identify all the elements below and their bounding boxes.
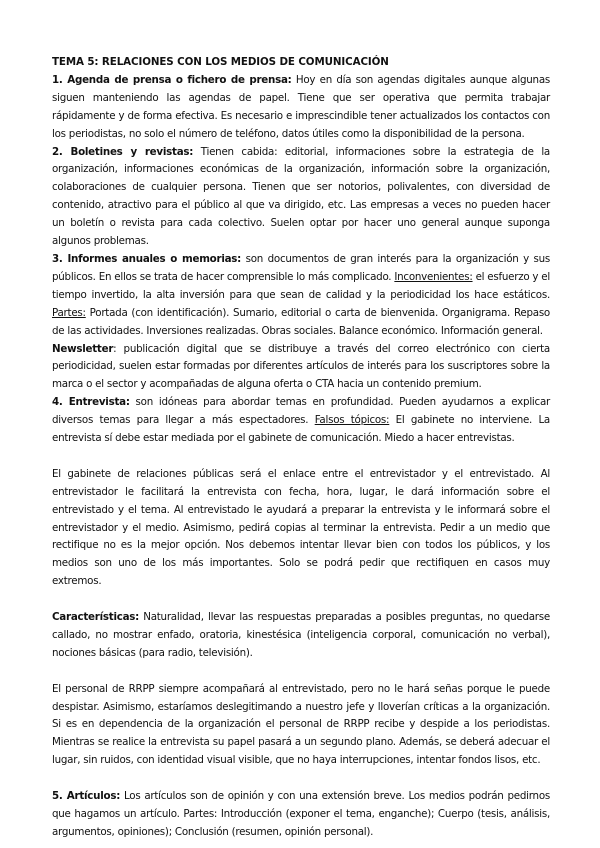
section-text: El gabinete no interviene. La entrevista sí debe estar mediada por el gabinete de comunicación. Miedo a hacer entrevistas. (52, 414, 550, 445)
section-heading: Newsletter (52, 342, 114, 355)
section-heading: 4. Entrevista: (52, 396, 130, 409)
section-heading: Características: (52, 611, 140, 624)
paragraph-gabinete: El gabinete de relaciones públicas será el enlace entre el entrevistador y el entrevistado. Al entrevistador le facilitará la entrevista con fecha, hora, lugar, le dará información sobre el entrevistado y el tema. Al entrevistado le ayudará a preparar la entrevista y le informará sobre el entrevistador y el medio. Asimismo, pedirá copias al terminar la entrevista. Pedir a un medio que rectifique no es la mejor opción. Nos debemos intentar llevar bien con todos los públicos, y los medios son uno de los más importantes. Solo se podrá pedir que rectifiquen en casos muy extremos. (52, 467, 550, 588)
section-newsletter (52, 341, 550, 395)
section-agenda-prensa (52, 72, 550, 144)
document-title: TEMA 5: RELACIONES CON LOS MEDIOS DE COMUNICACIÓN (52, 56, 389, 68)
section-heading: 2. Boletines y revistas: (52, 145, 194, 158)
falsos-topicos-label: Falsos tópicos: (314, 414, 390, 427)
section-heading: 1. Agenda de prensa o fichero de prensa: (52, 73, 292, 86)
paragraph-gap (52, 663, 550, 681)
section-heading: 3. Informes anuales o memorias: (52, 252, 242, 265)
paragraph-personal-rrpp: El personal de RRPP siempre acompañará al entrevistado, pero no le hará señas porque le puede despistar. Asimismo, estaríamos deslegitimando a nuestro jefe y lloverían críticas a la organización. Si es en dependencia de la organización el personal de RRPP recibe y despide a los periodistas. Mientras se realice la entrevista su papel pasará a un segundo plano. Además, se deberá adecuar el lugar, sin ruidos, con identidad visual visible, que no haya interrupciones, intentar fondos lisos, etc. (52, 682, 550, 767)
section-informes-anuales (52, 251, 550, 341)
section-boletines (52, 144, 550, 251)
section-caracteristicas (52, 609, 550, 663)
section-text: Portada (con identificación). Sumario, editorial o carta de bienvenida. Organigrama. Repaso de las actividades. Inversiones realizadas. Obras sociales. Balance económico. Información general. (52, 306, 550, 337)
document-page (52, 54, 550, 842)
paragraph-gap (52, 448, 550, 466)
paragraph-gap (52, 770, 550, 788)
section-text: son documentos de gran interés para la organización y sus públicos. En ellos se trata de hacer comprensible lo más complicado. (52, 252, 550, 283)
section-entrevista (52, 394, 550, 448)
section-text: Tienen cabida: editorial, informaciones sobre la estrategia de la organización, informaciones económicas de la organización, información sobre la organización, colaboraciones de cualquier persona. Tienen que ser notorios, polivalentes, con diversidad de contenido, atractivo para el público al que va dirigido, etc. Las empresas a veces no pueden hacer un boletín o revista para cada colectivo. Suelen optar por hacer uno general aunque suponga algunos problemas. (52, 145, 550, 248)
section-text: Los artículos son de opinión y con una extensión breve. Los medios podrán pedirnos que hagamos un artículo. Partes: Introducción (exponer el tema, enganche); Cuerpo (tesis, análisis, argumentos, opiniones); Conclusión (resumen, opinión personal). (52, 790, 550, 838)
paragraph-gap (52, 591, 550, 609)
section-text: son idóneas para abordar temas en profundidad. Pueden ayudarnos a explicar diversos temas para llegar a más espectadores. (52, 396, 550, 427)
section-text: Hoy en día son agendas digitales aunque algunas siguen manteniendo las agendas de papel. Tiene que ser operativa que permita trabajar rápidamente y de forma efectiva. Es necesario e imprescindible tener actualizados los contactos con los periodistas, no solo el número de teléfono, datos útiles como la disponibilidad de la persona. (52, 73, 550, 140)
section-heading: 5. Artículos: (52, 790, 121, 803)
section-text: el esfuerzo y el tiempo invertido, la alta inversión para que sean de calidad y la periodicidad los hace estáticos. (52, 270, 550, 301)
inconvenientes-label: Inconvenientes: (394, 270, 473, 283)
partes-label: Partes: (52, 306, 86, 319)
section-text: Naturalidad, llevar las respuestas preparadas a posibles preguntas, no quedarse callado, no mostrar enfado, oratoria, kinestésica (inteligencia corporal, comunicación no verbal), nociones básicas (para radio, televisión). (52, 611, 550, 659)
section-articulos (52, 788, 550, 842)
section-text: : publicación digital que se distribuye a través del correo electrónico con cierta periodicidad, suelen estar formadas por diferentes artículos de interés para los suscriptores sobre la marca o el sector y acompañadas de alguna oferta o CTA hacia un contenido premium. (52, 342, 550, 391)
